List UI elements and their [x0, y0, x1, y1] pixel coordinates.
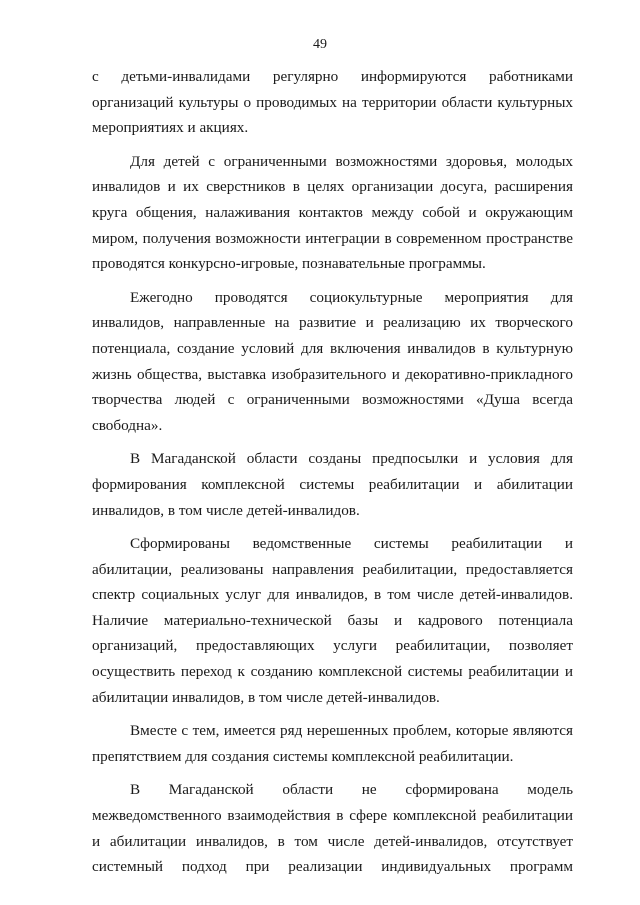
document-body [92, 64, 573, 888]
paragraph-sociocultural-events: Ежегодно проводятся социокультурные мероприятия для инвалидов, направленные на развитие и реализацию их творческого потенциала, создание условий для включения инвалидов в культурную жизнь общества, выставка изобразительного и декоративно-прикладного творчества людей с ограниченными возможностями «Душа всегда свободна». [92, 288, 573, 434]
paragraph-leisure-programs: Для детей с ограниченными возможностями здоровья, молодых инвалидов и их сверстников в целях организации досуга, расширения круга общения, налаживания контактов между собой и окружающим миром, получения возможности интеграции в современном пространстве проводятся конкурсно-игровые, познавательные программы. [92, 152, 573, 273]
paragraph-departmental-systems: Сформированы ведомственные системы реабилитации и абилитации, реализованы направления реабилитации, предоставляется спектр социальных услуг для инвалидов, в том числе детей-инвалидов. Наличие материально-технической базы и кадрового потенциала организаций, предоставляющих услуги реабилитации, позволяет осуществить переход к созданию комплексной системы реабилитации и абилитации инвалидов, в том числе детей-инвалидов. [92, 535, 573, 706]
paragraph-interagency-model: В Магаданской области не сформирована модель межведомственного взаимодействия в сфере комплексной реабилитации и абилитации инвалидов, в том числе детей-инвалидов, отсутствует системный подход при реализации индивидуальных программ [92, 781, 573, 876]
paragraph-rehabilitation-preconditions: В Магаданской области созданы предпосылки и условия для формирования комплексной системы реабилитации и абилитации инвалидов, в том числе детей-инвалидов. [92, 450, 573, 519]
paragraph-unresolved-problems: Вместе с тем, имеется ряд нерешенных проблем, которые являются препятствием для создания системы комплексной реабилитации. [92, 722, 573, 765]
paragraph-culture-info: с детьми-инвалидами регулярно информируются работниками организаций культуры о проводимых на территории области культурных мероприятиях и акциях. [92, 68, 573, 137]
page-number: 49 [313, 37, 327, 52]
